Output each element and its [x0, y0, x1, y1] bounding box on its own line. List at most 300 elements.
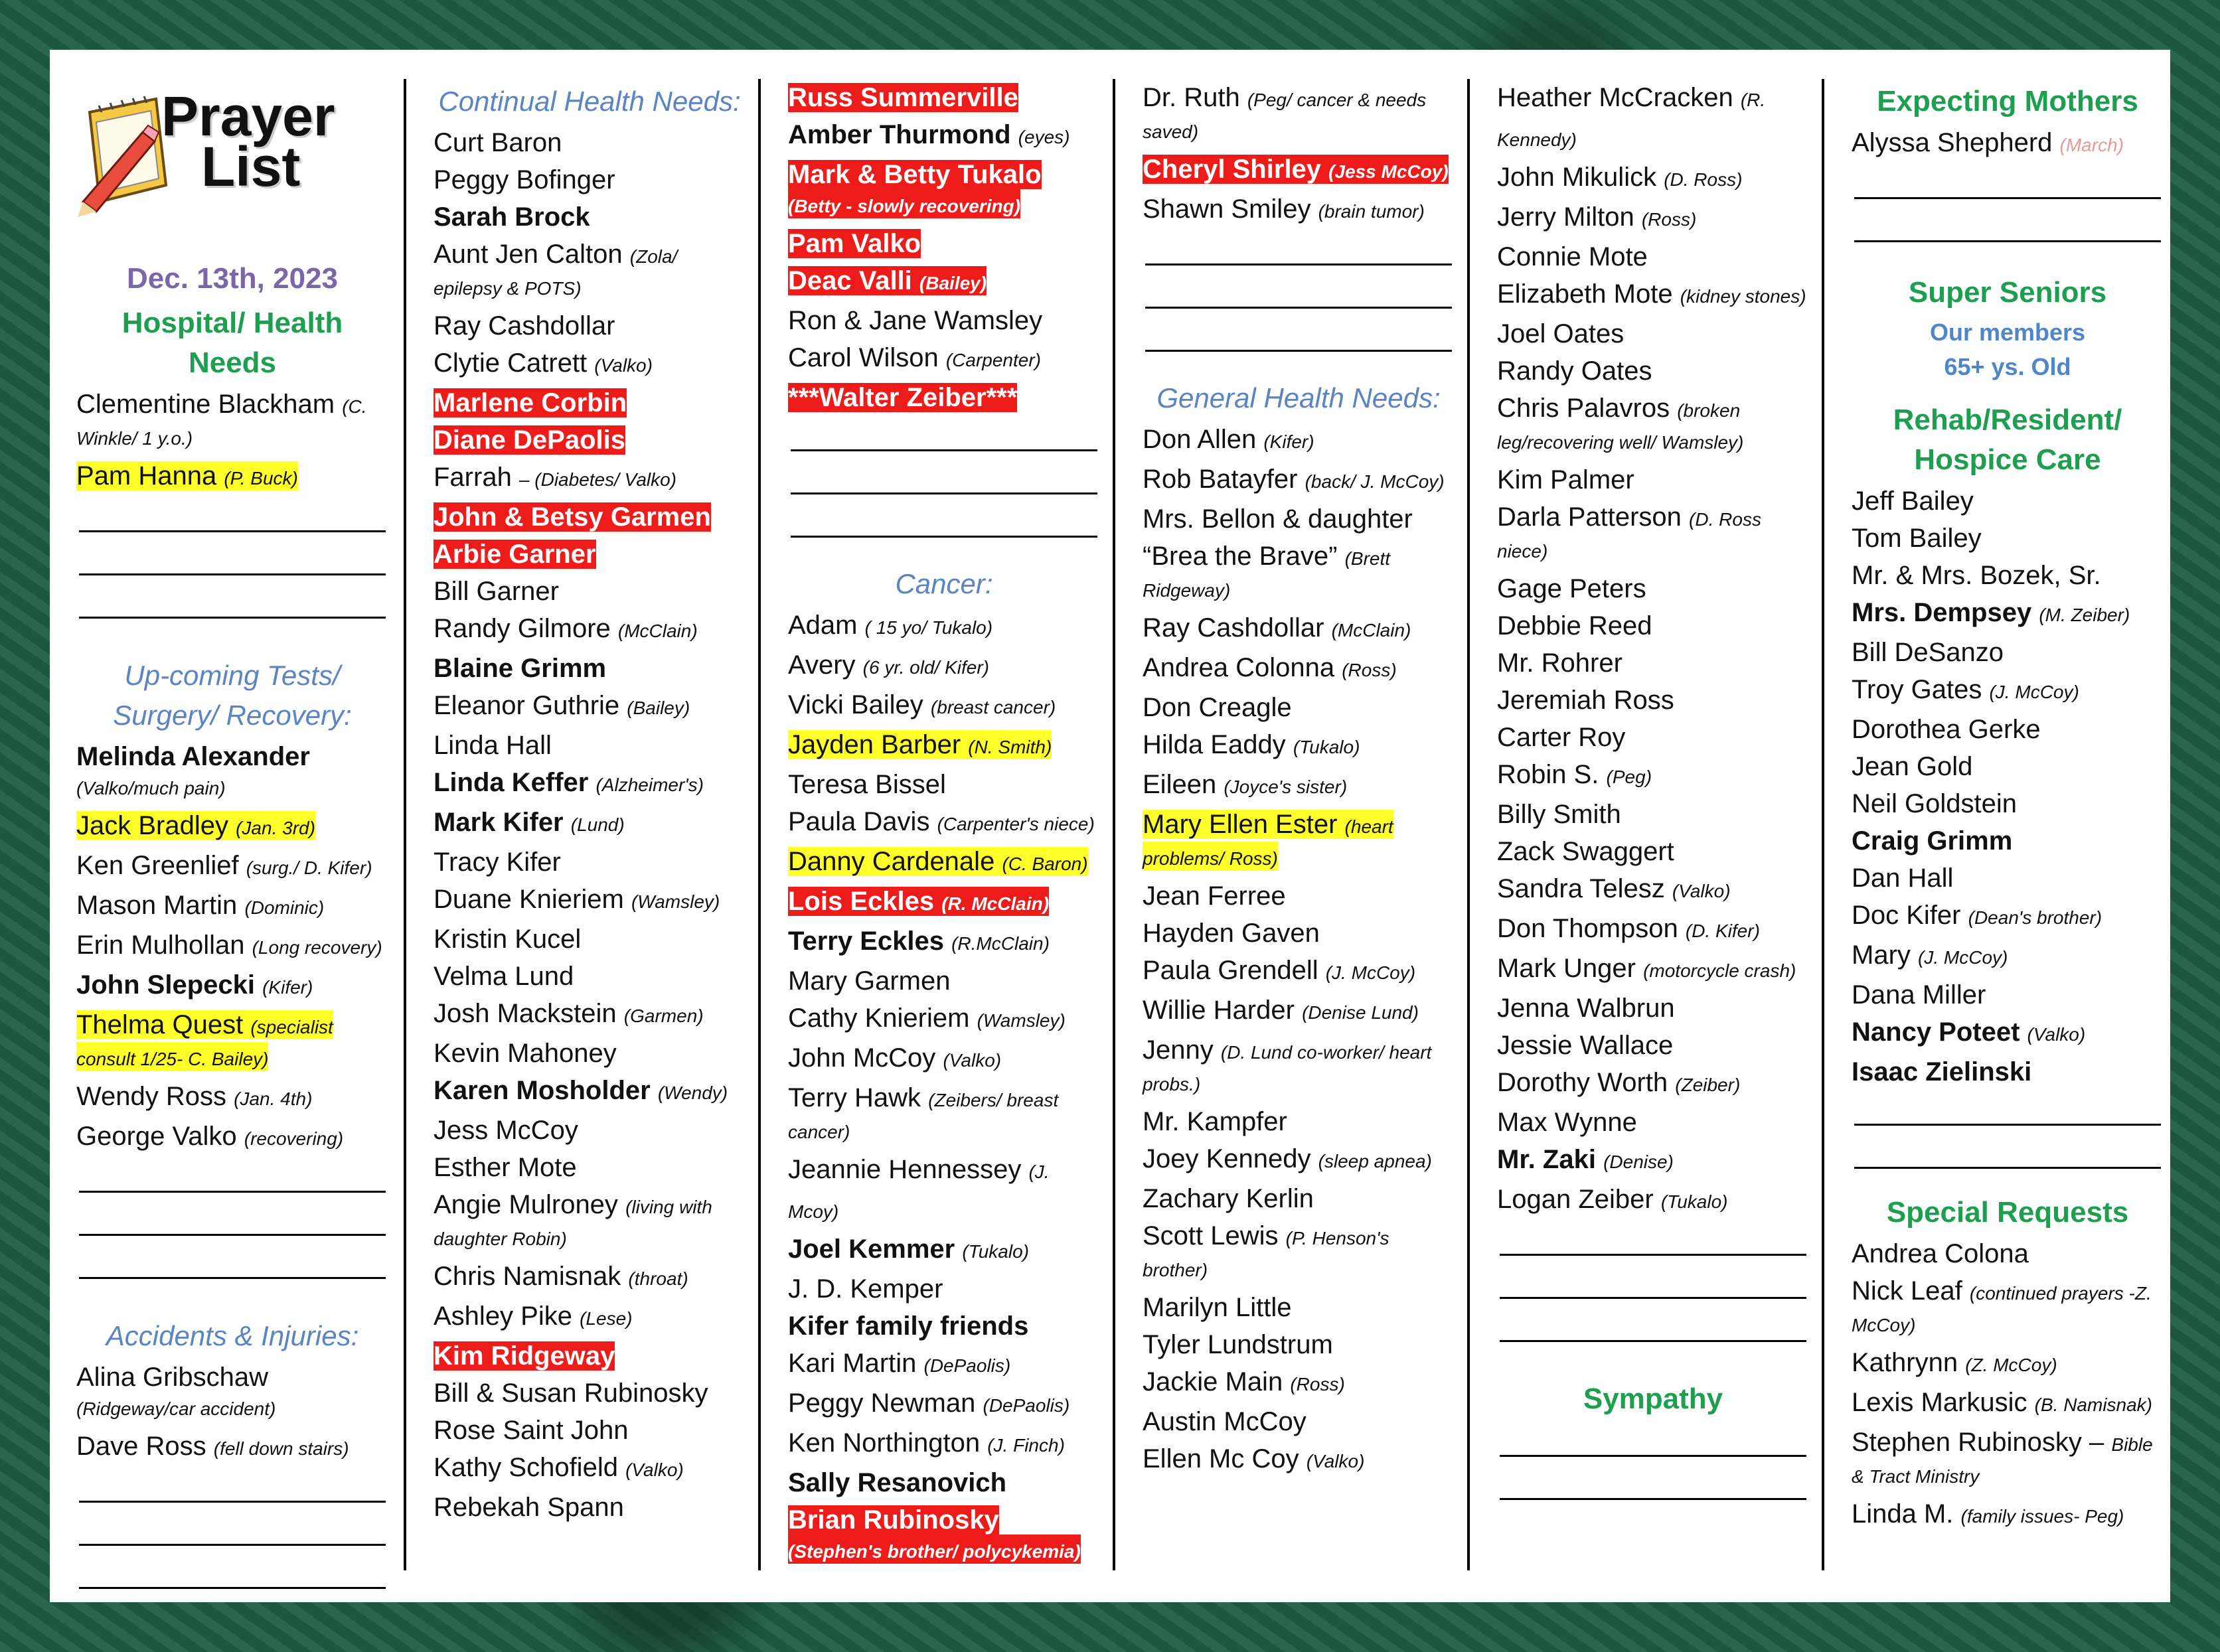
person-note: (Tukalo)	[1660, 1191, 1728, 1212]
general-list	[1143, 421, 1455, 1480]
list-item	[788, 1464, 1100, 1501]
list-item	[76, 1006, 388, 1078]
list-item	[1143, 1031, 1455, 1103]
person-note: (Alzheimer's)	[595, 775, 704, 795]
person-note: (recovering)	[244, 1128, 344, 1149]
person-name: Nick Leaf	[1852, 1276, 1962, 1306]
person-name: Bill & Susan Rubinosky	[434, 1379, 708, 1408]
person-note: (eyes)	[1018, 127, 1070, 147]
blank-line	[1854, 207, 2161, 242]
person-note: (Lund)	[570, 814, 625, 835]
person-note: (Zeibers/ breast cancer)	[788, 1090, 1059, 1142]
seniors-subtitle-2: 65+ ys. Old	[1944, 353, 2071, 380]
blank-line	[1145, 230, 1452, 265]
person-note: (Long recovery)	[252, 937, 382, 958]
person-name: Debbie Reed	[1497, 611, 1652, 640]
list-item	[788, 766, 1100, 803]
list-item	[788, 1039, 1100, 1079]
person-name: Dana Miller	[1852, 980, 1986, 1010]
list-item	[434, 881, 746, 921]
person-name: Andrea Colona	[1852, 1239, 2029, 1268]
list-item	[434, 1375, 746, 1412]
list-item	[434, 995, 746, 1035]
list-item	[788, 607, 1100, 646]
list-item	[1143, 992, 1455, 1031]
list-item	[1852, 634, 2164, 671]
person-note: (DePaolis)	[983, 1395, 1070, 1416]
list-item	[788, 339, 1100, 379]
section-title-upcoming: Up-coming Tests/ Surgery/ Recovery:	[113, 660, 352, 731]
list-item	[1852, 594, 2164, 634]
person-note: (D. Ross)	[1664, 169, 1743, 190]
list-item	[1143, 1217, 1455, 1289]
list-item	[1852, 483, 2164, 520]
person-note: (J. Finch)	[987, 1435, 1065, 1456]
person-name: Erin Mulhollan	[76, 931, 245, 960]
person-name: Mrs. Dempsey	[1852, 598, 2032, 627]
person-name: Ray Cashdollar	[1143, 613, 1324, 642]
person-note: (Denise Lund)	[1302, 1002, 1419, 1023]
list-item	[1852, 711, 2164, 748]
person-name: Joel Kemmer	[788, 1235, 955, 1264]
person-name: Linda Hall	[434, 731, 552, 760]
section-title-special: Special Requests	[1886, 1196, 2129, 1229]
list-item	[788, 379, 1100, 416]
person-name: Dr. Ruth	[1143, 83, 1240, 112]
person-name: John Slepecki	[76, 970, 255, 1000]
person-name: Mr. Rohrer	[1497, 648, 1623, 678]
list-item	[1497, 275, 1809, 315]
person-name: Zack Swaggert	[1497, 837, 1674, 866]
person-name: Billy Smith	[1497, 800, 1621, 829]
person-name: Kathy Schofield	[434, 1453, 618, 1482]
list-item	[1497, 461, 1809, 498]
section-title-sympathy: Sympathy	[1583, 1383, 1723, 1415]
continual-list	[434, 124, 746, 1526]
person-note: (Kifer)	[262, 977, 313, 998]
list-item	[1852, 1424, 2164, 1495]
list-item	[1497, 607, 1809, 644]
list-item	[76, 1359, 388, 1428]
accidents-list	[76, 1359, 388, 1467]
prayer-list-page	[50, 50, 2170, 1602]
list-item	[434, 610, 746, 650]
list-item	[434, 687, 746, 727]
list-item	[788, 1000, 1100, 1039]
notepad-pencil-icon	[76, 86, 169, 218]
logo-line-1: Prayer	[161, 85, 335, 147]
list-item	[76, 847, 388, 887]
seniors-subtitle-1: Our members	[1929, 319, 2086, 346]
continual-list-cont	[788, 79, 1100, 416]
list-item	[434, 384, 746, 421]
person-note: (brain tumor)	[1318, 201, 1425, 222]
list-item	[1852, 937, 2164, 976]
list-item	[1143, 1326, 1455, 1363]
person-note: (Kifer)	[1263, 431, 1314, 452]
list-item	[434, 307, 746, 344]
person-name: Logan Zeiber	[1497, 1185, 1654, 1214]
person-name: Dan Hall	[1852, 864, 1954, 893]
person-name: Adam	[788, 611, 858, 640]
person-name: Andrea Colonna	[1143, 653, 1335, 682]
person-note: (Joyce's sister)	[1224, 777, 1348, 797]
person-name: Eileen	[1143, 770, 1217, 799]
cancer-list	[788, 607, 1100, 1570]
person-name: Mark Kifer	[434, 808, 564, 837]
section-title-cancer: Cancer:	[895, 568, 993, 599]
list-item	[434, 1186, 746, 1258]
list-item	[76, 1428, 388, 1467]
person-name: Duane Knieriem	[434, 885, 624, 914]
person-name: Ken Greenlief	[76, 851, 239, 880]
list-item	[1497, 870, 1809, 910]
person-name: Rose Saint John	[434, 1416, 629, 1445]
list-item	[1852, 860, 2164, 897]
list-item	[788, 225, 1100, 262]
person-name: Randy Oates	[1497, 356, 1652, 386]
section-title-general: General Health Needs:	[1156, 382, 1441, 413]
person-note: (Ross)	[1290, 1374, 1345, 1394]
list-item	[1143, 1103, 1455, 1140]
person-name: Danny Cardenale	[788, 847, 995, 876]
person-name: Sally Resanovich	[788, 1468, 1007, 1497]
list-item	[788, 1424, 1100, 1464]
list-item	[788, 1308, 1100, 1345]
person-name: Joey Kennedy	[1143, 1144, 1311, 1173]
person-name: Shawn Smiley	[1143, 194, 1311, 224]
person-note: (Valko)	[625, 1460, 684, 1480]
person-name: Don Thompson	[1497, 914, 1678, 943]
person-name: Teresa Bissel	[788, 770, 946, 799]
person-note: (broken leg/recovering well/ Wamsley)	[1497, 400, 1744, 453]
list-item	[434, 573, 746, 610]
list-item	[434, 536, 746, 573]
list-item	[76, 927, 388, 966]
list-item	[788, 883, 1100, 923]
person-note: (March)	[2059, 135, 2124, 155]
list-item	[434, 1149, 746, 1186]
person-name: Pam Hanna	[76, 461, 217, 490]
list-item	[1497, 796, 1809, 833]
list-item	[1143, 609, 1455, 649]
person-name: Dorothea Gerke	[1852, 715, 2041, 744]
person-note: (Garmen)	[623, 1006, 704, 1026]
person-name: Ken Northington	[788, 1428, 981, 1458]
list-item	[1143, 79, 1455, 151]
person-name: Peggy Bofinger	[434, 165, 615, 194]
list-item	[1143, 1363, 1455, 1403]
person-name: Tom Bailey	[1852, 524, 1982, 553]
person-note: (McClain)	[617, 621, 698, 641]
list-item	[1852, 748, 2164, 785]
person-name: Karen Mosholder	[434, 1076, 651, 1105]
person-name: Jenna Walbrun	[1497, 994, 1675, 1023]
list-item	[434, 344, 746, 384]
person-name: Jess McCoy	[434, 1116, 578, 1145]
person-name: Clementine Blackham	[76, 390, 335, 419]
person-note: (J. Mcoy)	[788, 1162, 1050, 1222]
person-name: Darla Patterson	[1497, 502, 1682, 532]
person-name: Marilyn Little	[1143, 1293, 1292, 1322]
person-name: Paula Davis	[788, 807, 930, 836]
person-note: (Brett Ridgeway)	[1143, 548, 1391, 601]
rehab-list	[1852, 483, 2164, 1090]
person-note: (Peg/ cancer & needs saved)	[1143, 90, 1427, 142]
person-note: (back/ J. McCoy)	[1305, 471, 1445, 492]
blank-line	[1145, 273, 1452, 309]
list-item	[1143, 726, 1455, 766]
list-item	[788, 726, 1100, 766]
column-divider	[758, 79, 761, 1570]
blank-line	[79, 1554, 386, 1589]
person-note: (P. Henson's brother)	[1143, 1228, 1389, 1280]
list-item	[434, 498, 746, 536]
list-item	[1852, 976, 2164, 1014]
person-name: Mary	[1852, 940, 1911, 970]
blank-line	[1854, 164, 2161, 199]
list-item	[788, 646, 1100, 686]
person-name: Jessie Wallace	[1497, 1031, 1674, 1060]
person-note: (fell down stairs)	[213, 1438, 349, 1459]
person-name: Tracy Kifer	[434, 848, 561, 877]
list-item	[434, 1449, 746, 1489]
list-item	[1143, 766, 1455, 806]
person-note: (breast cancer)	[930, 697, 1056, 717]
list-item	[434, 1337, 746, 1375]
logo-line-2: List	[201, 135, 301, 198]
column-2	[434, 79, 746, 1526]
person-note: (living with daughter Robin)	[434, 1197, 712, 1249]
person-name: Jenny	[1143, 1035, 1214, 1065]
list-item	[1497, 644, 1809, 682]
person-note: (C. Winkle/ 1 y.o.)	[76, 396, 367, 449]
person-name: Zachary Kerlin	[1143, 1184, 1314, 1213]
person-name: George Valko	[76, 1122, 237, 1151]
person-name: Dorothy Worth	[1497, 1068, 1668, 1097]
list-item	[1497, 682, 1809, 719]
list-item	[1497, 1064, 1809, 1104]
person-note: Bible & Tract Ministry	[1852, 1434, 2153, 1487]
person-name: J. D. Kemper	[788, 1274, 943, 1304]
blank-line	[79, 497, 386, 532]
list-item	[788, 1151, 1100, 1231]
blank-line	[1854, 1090, 2161, 1126]
person-note: ( 15 yo/ Tukalo)	[864, 617, 993, 638]
list-item	[1143, 538, 1455, 609]
person-note: (Carpenter)	[945, 350, 1042, 370]
person-name: Clytie Catrett	[434, 348, 588, 378]
column-divider	[1113, 79, 1115, 1570]
list-item	[1497, 498, 1809, 570]
person-name: Mary Ellen Ester	[1143, 810, 1338, 839]
list-item	[76, 966, 388, 1006]
person-name: Jeremiah Ross	[1497, 686, 1674, 715]
person-name: Eleanor Guthrie	[434, 691, 620, 720]
list-item	[1143, 151, 1455, 190]
person-name: Scott Lewis	[1143, 1221, 1279, 1250]
person-note: (R.McClain)	[951, 933, 1050, 954]
person-name: Nancy Poteet	[1852, 1017, 2020, 1047]
section-title-continual: Continual Health Needs:	[438, 86, 741, 117]
person-name: Deac Valli	[788, 266, 912, 295]
list-item	[434, 1489, 746, 1526]
expecting-list	[1852, 124, 2164, 164]
person-note: (Wamsley)	[631, 891, 720, 912]
person-note: (J. McCoy)	[1325, 962, 1416, 983]
person-note: (R. McClain)	[941, 893, 1050, 914]
blank-line	[79, 583, 386, 619]
list-item	[1852, 785, 2164, 822]
list-item	[788, 1270, 1100, 1308]
column-3	[788, 79, 1100, 1570]
list-item	[1143, 1140, 1455, 1180]
list-item	[1497, 159, 1809, 198]
person-name: John & Betsy Garmen	[434, 502, 711, 532]
blank-line	[1854, 1134, 2161, 1169]
person-name: Lexis Markusic	[1852, 1388, 2027, 1417]
person-name: Mrs. Bellon & daughter	[1143, 504, 1413, 534]
person-note: (Valko)	[1306, 1451, 1365, 1471]
list-item	[1497, 352, 1809, 390]
person-note: (Z. McCoy)	[1965, 1355, 2057, 1375]
person-note: (heart problems/ Ross)	[1143, 816, 1393, 869]
person-name: Marlene Corbin	[434, 388, 627, 417]
list-item	[1497, 390, 1809, 461]
person-note: (Bailey)	[627, 698, 690, 718]
list-item	[434, 1258, 746, 1298]
person-note: (N. Smith)	[968, 737, 1052, 757]
person-name: Jean Gold	[1852, 752, 1973, 781]
list-item	[1143, 421, 1455, 461]
person-name: Josh Mackstein	[434, 999, 617, 1028]
person-note: (specialist consult 1/25- C. Bailey)	[76, 1017, 333, 1069]
person-name: Jeannie Hennessey	[788, 1155, 1022, 1184]
list-item	[788, 962, 1100, 1000]
section-title-accidents: Accidents & Injuries:	[106, 1320, 359, 1351]
list-item	[76, 887, 388, 927]
list-item	[1497, 990, 1809, 1027]
section-title-seniors: Super Seniors	[1908, 276, 2107, 309]
list-item	[1497, 950, 1809, 990]
list-item	[434, 958, 746, 995]
list-item	[434, 236, 746, 307]
column-divider	[1822, 79, 1824, 1570]
blank-line	[1500, 1465, 1806, 1500]
person-name: Gage Peters	[1497, 574, 1646, 603]
person-name: Mark Unger	[1497, 954, 1636, 983]
list-item	[434, 650, 746, 687]
person-note: (Jess McCoy)	[1328, 161, 1449, 182]
blank-line	[1500, 1422, 1806, 1457]
person-name: Randy Gilmore	[434, 614, 611, 643]
list-item	[434, 421, 746, 459]
blank-line	[791, 416, 1097, 451]
list-item	[1852, 1014, 2164, 1053]
logo-title	[161, 85, 335, 198]
person-name: Cheryl Shirley	[1143, 155, 1322, 184]
person-note: (DePaolis)	[923, 1355, 1011, 1376]
list-item	[434, 804, 746, 844]
blank-line	[1500, 1264, 1806, 1299]
list-item	[1497, 833, 1809, 870]
person-name: “Brea the Brave”	[1143, 542, 1338, 571]
list-item	[434, 727, 746, 764]
list-item	[1143, 1403, 1455, 1440]
list-item	[434, 459, 746, 498]
person-note: (Wamsley)	[977, 1010, 1066, 1031]
cancer-list-cont	[1143, 79, 1455, 230]
list-item	[788, 1345, 1100, 1385]
person-name: John McCoy	[788, 1043, 936, 1073]
list-item	[1852, 1344, 2164, 1384]
list-item	[76, 1118, 388, 1158]
person-name: Don Creagle	[1143, 693, 1292, 722]
person-note: (Betty - slowly recovering)	[788, 196, 1021, 216]
person-name: John Mikulick	[1497, 163, 1657, 192]
person-name: Kim Ridgeway	[434, 1341, 615, 1371]
person-note: (continued prayers -Z. McCoy)	[1852, 1283, 2152, 1335]
person-name: Troy Gates	[1852, 675, 1982, 704]
person-name: Ellen Mc Coy	[1143, 1444, 1299, 1473]
column-1	[76, 76, 388, 1597]
person-name: Isaac Zielinski	[1852, 1057, 2032, 1087]
person-note: (D. Ross niece)	[1497, 509, 1761, 562]
prayer-list-logo	[76, 76, 388, 249]
person-note: (Dean's brother)	[1968, 907, 2102, 928]
person-name: ***Walter Zeiber***	[788, 383, 1018, 412]
general-list-cont	[1497, 79, 1809, 1221]
list-item	[788, 302, 1100, 339]
list-item	[1852, 1495, 2164, 1535]
person-note: (Valko)	[2027, 1024, 2086, 1045]
blank-line	[79, 1201, 386, 1236]
list-item	[1143, 1180, 1455, 1217]
list-item	[1852, 671, 2164, 711]
section-title-expecting: Expecting Mothers	[1877, 85, 2138, 117]
person-name: Ron & Jane Wamsley	[788, 306, 1043, 335]
person-note: (Valko)	[1672, 881, 1731, 901]
list-item	[788, 1385, 1100, 1424]
person-name: Alyssa Shepherd	[1852, 128, 2053, 157]
list-item	[1143, 649, 1455, 689]
list-item	[1852, 520, 2164, 557]
person-name: Tyler Lundstrum	[1143, 1330, 1333, 1359]
list-item	[434, 844, 746, 881]
person-name: Farrah	[434, 463, 512, 492]
person-name: Peggy Newman	[788, 1389, 976, 1418]
list-item	[434, 1072, 746, 1112]
person-name: Heather McCracken	[1497, 83, 1733, 112]
person-note: (Tukalo)	[1293, 737, 1360, 757]
list-item	[1143, 806, 1455, 877]
person-name: Diane DePaolis	[434, 425, 626, 455]
person-name: Ray Cashdollar	[434, 311, 615, 340]
person-note: (Bailey)	[919, 273, 987, 293]
list-item	[788, 803, 1100, 843]
column-6	[1852, 79, 2164, 1535]
person-name: Robin S.	[1497, 760, 1599, 789]
person-note: (J. McCoy)	[1989, 682, 2079, 702]
person-note: (C. Baron)	[1002, 854, 1088, 874]
person-name: Ashley Pike	[434, 1302, 572, 1331]
person-note: (Valko/much pain)	[76, 778, 226, 798]
person-name: Jeff Bailey	[1852, 487, 1974, 516]
person-note: (Ross)	[1641, 209, 1697, 230]
list-item	[1497, 1104, 1809, 1141]
person-name: Craig Grimm	[1852, 826, 2013, 856]
person-note: (B. Namisnak)	[2034, 1394, 2153, 1415]
